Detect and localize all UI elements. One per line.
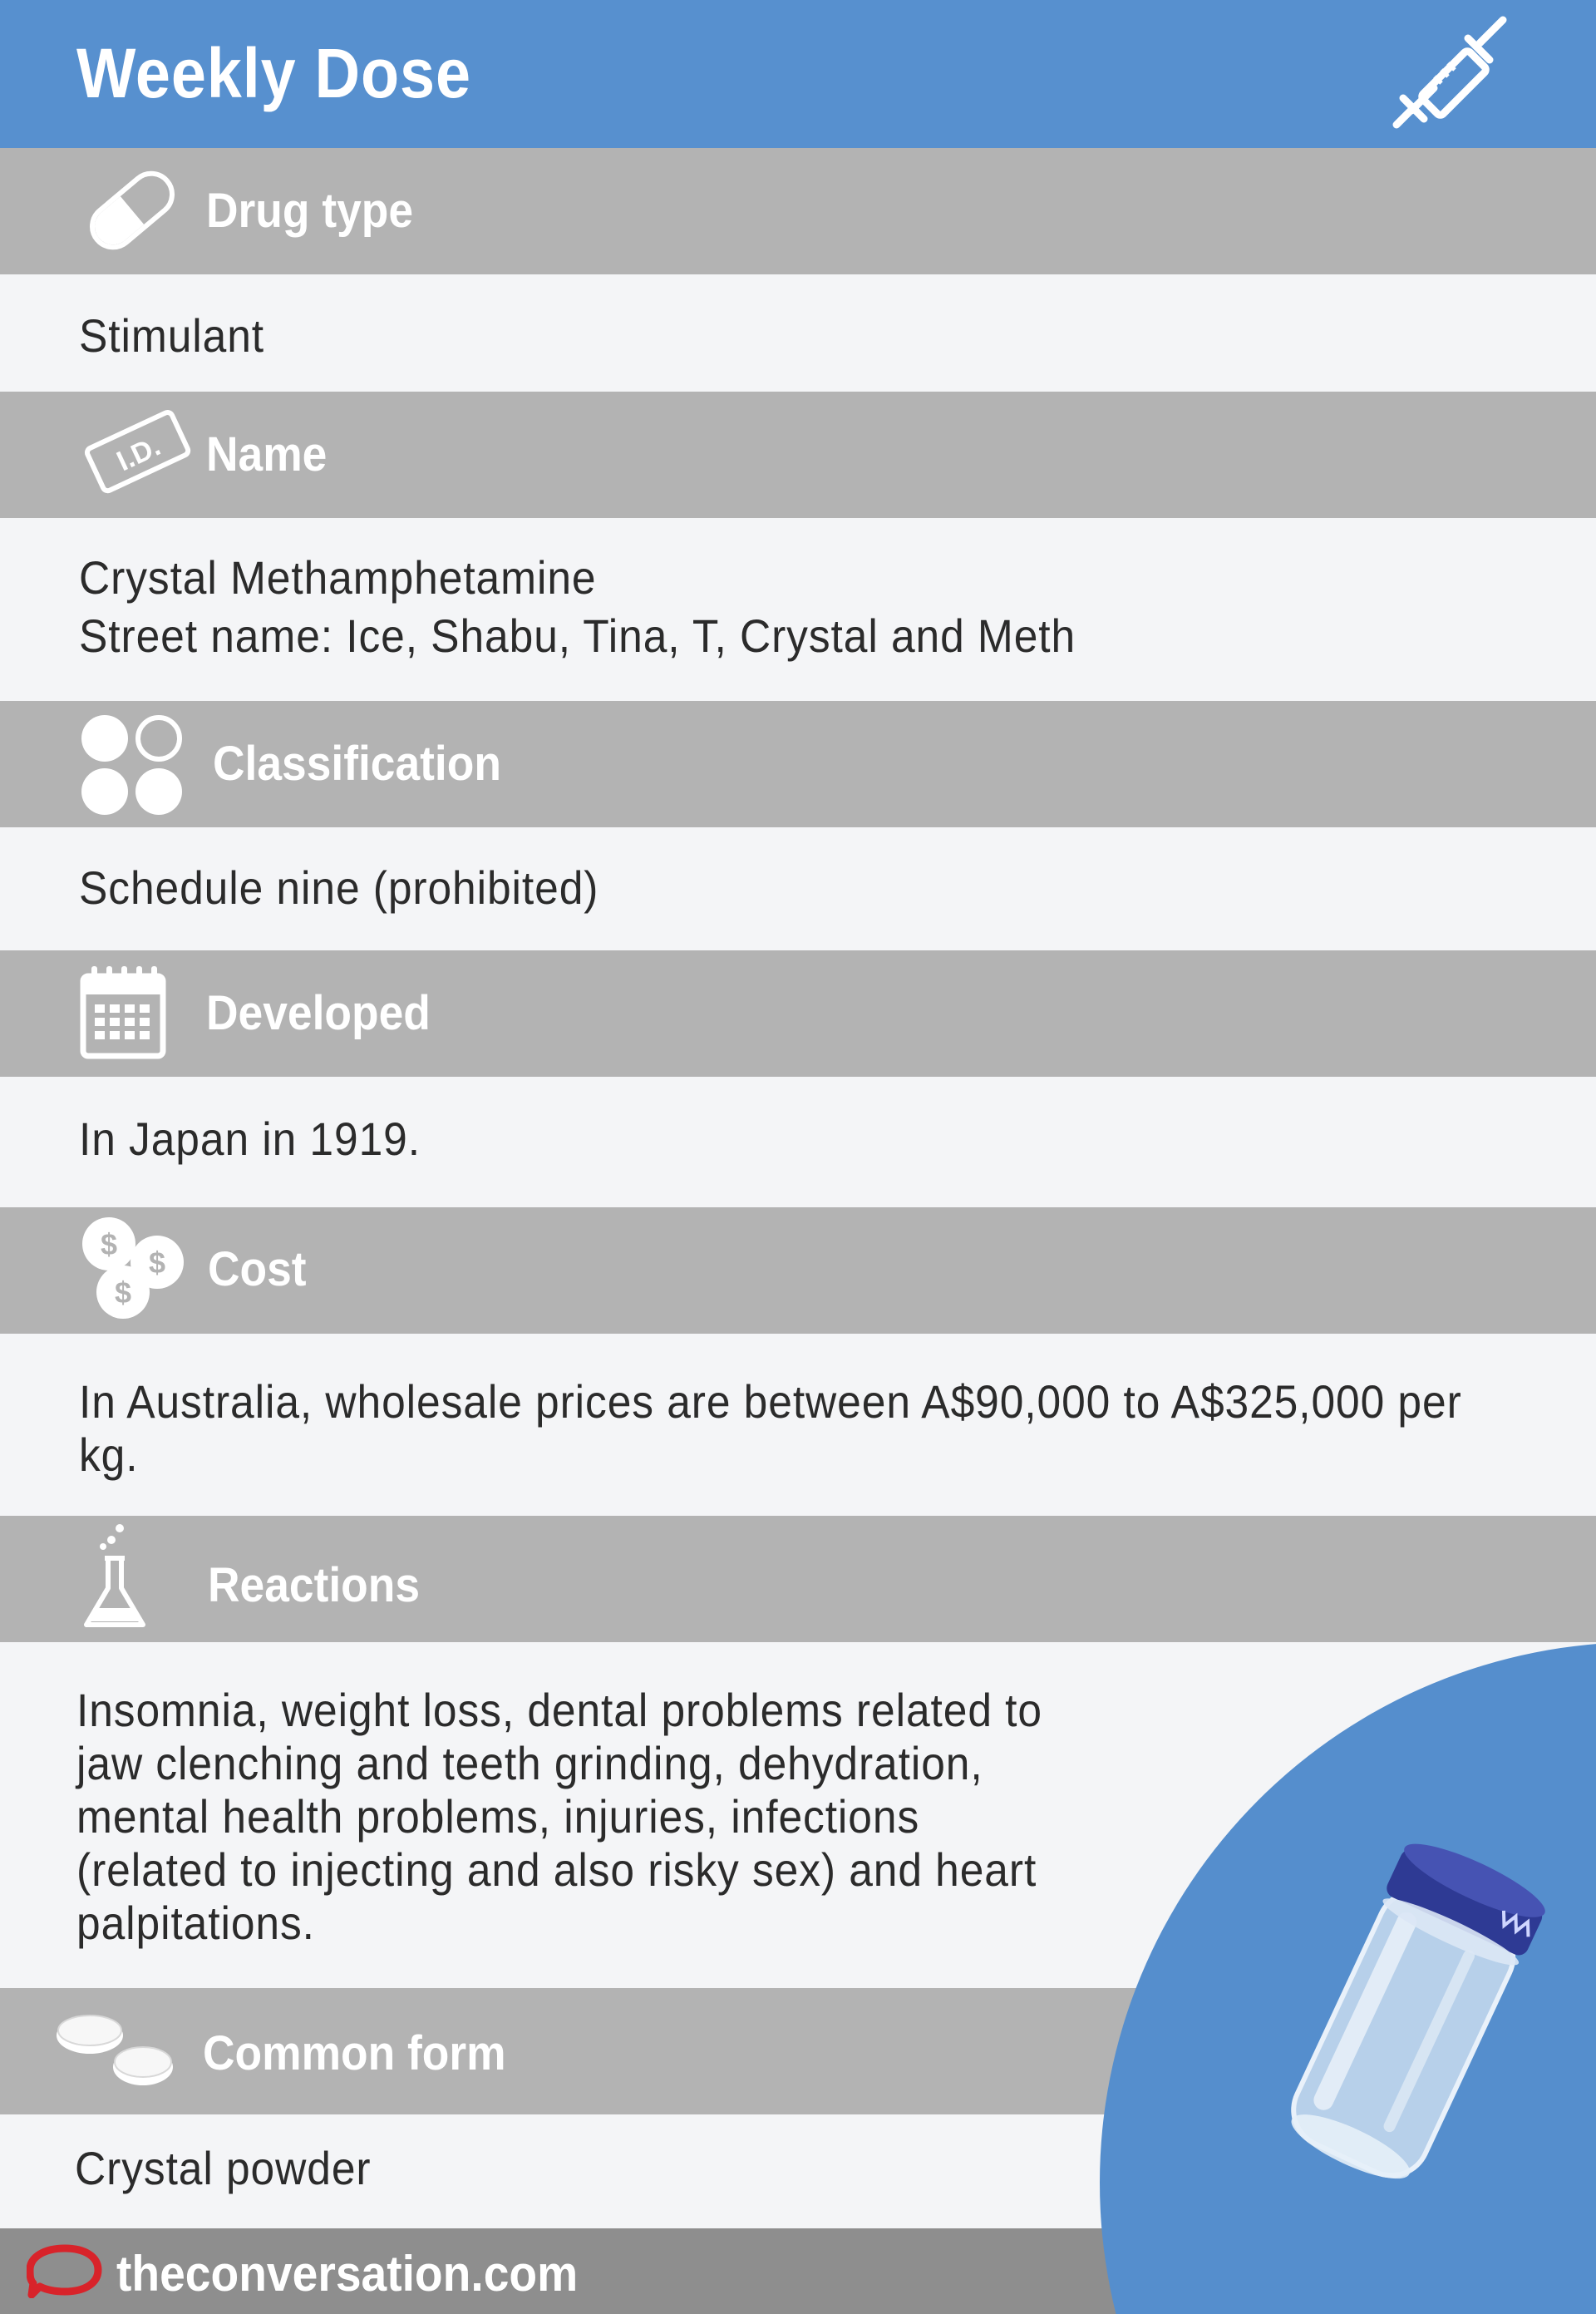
svg-text:$: $	[100, 1227, 118, 1261]
section-label-cost: Cost	[208, 1242, 307, 1296]
section-label-common-form: Common form	[203, 2026, 506, 2080]
tablets-icon	[53, 2004, 178, 2095]
conversation-logo-icon	[27, 2243, 103, 2298]
syringe-icon	[1388, 15, 1513, 133]
calendar-icon	[80, 965, 166, 1059]
section-value-common-form: Crystal powder	[75, 2142, 372, 2194]
coins-icon	[80, 1216, 188, 1324]
capsule-icon	[81, 160, 183, 261]
section-label-reactions: Reactions	[208, 1558, 421, 1612]
id-card-icon	[80, 402, 196, 503]
section-label-name: Name	[206, 427, 328, 481]
section-value-name: Crystal Methamphetamine Street name: Ice, Shabu, Tina, T, Crystal and Meth	[79, 551, 1076, 662]
section-label-drug-type: Drug type	[206, 184, 414, 238]
jar-icon	[1255, 1829, 1554, 2212]
flask-icon	[80, 1522, 150, 1630]
page-title: Weekly Dose	[76, 34, 471, 112]
section-value-developed: In Japan in 1919.	[79, 1113, 421, 1165]
footer-site-link[interactable]: theconversation.com	[116, 2246, 579, 2302]
section-label-classification: Classification	[213, 737, 501, 791]
section-value-cost: In Australia, wholesale prices are between A$90,000 to A$325,000 per kg.	[79, 1375, 1462, 1481]
section-label-developed: Developed	[206, 986, 431, 1040]
section-value-classification: Schedule nine (prohibited)	[79, 861, 599, 914]
section-value-reactions: Insomnia, weight loss, dental problems related to jaw clenching and teeth grinding, dehydration, mental health problems, injuries, infections (related to injecting and also risky sex) and heart palpitations.	[76, 1684, 1042, 1949]
svg-text:$: $	[148, 1246, 166, 1280]
circles-icon	[78, 713, 186, 817]
section-value-drug-type: Stimulant	[79, 309, 265, 362]
svg-text:$: $	[114, 1275, 132, 1310]
svg-text:I.D.: I.D.	[111, 430, 165, 478]
